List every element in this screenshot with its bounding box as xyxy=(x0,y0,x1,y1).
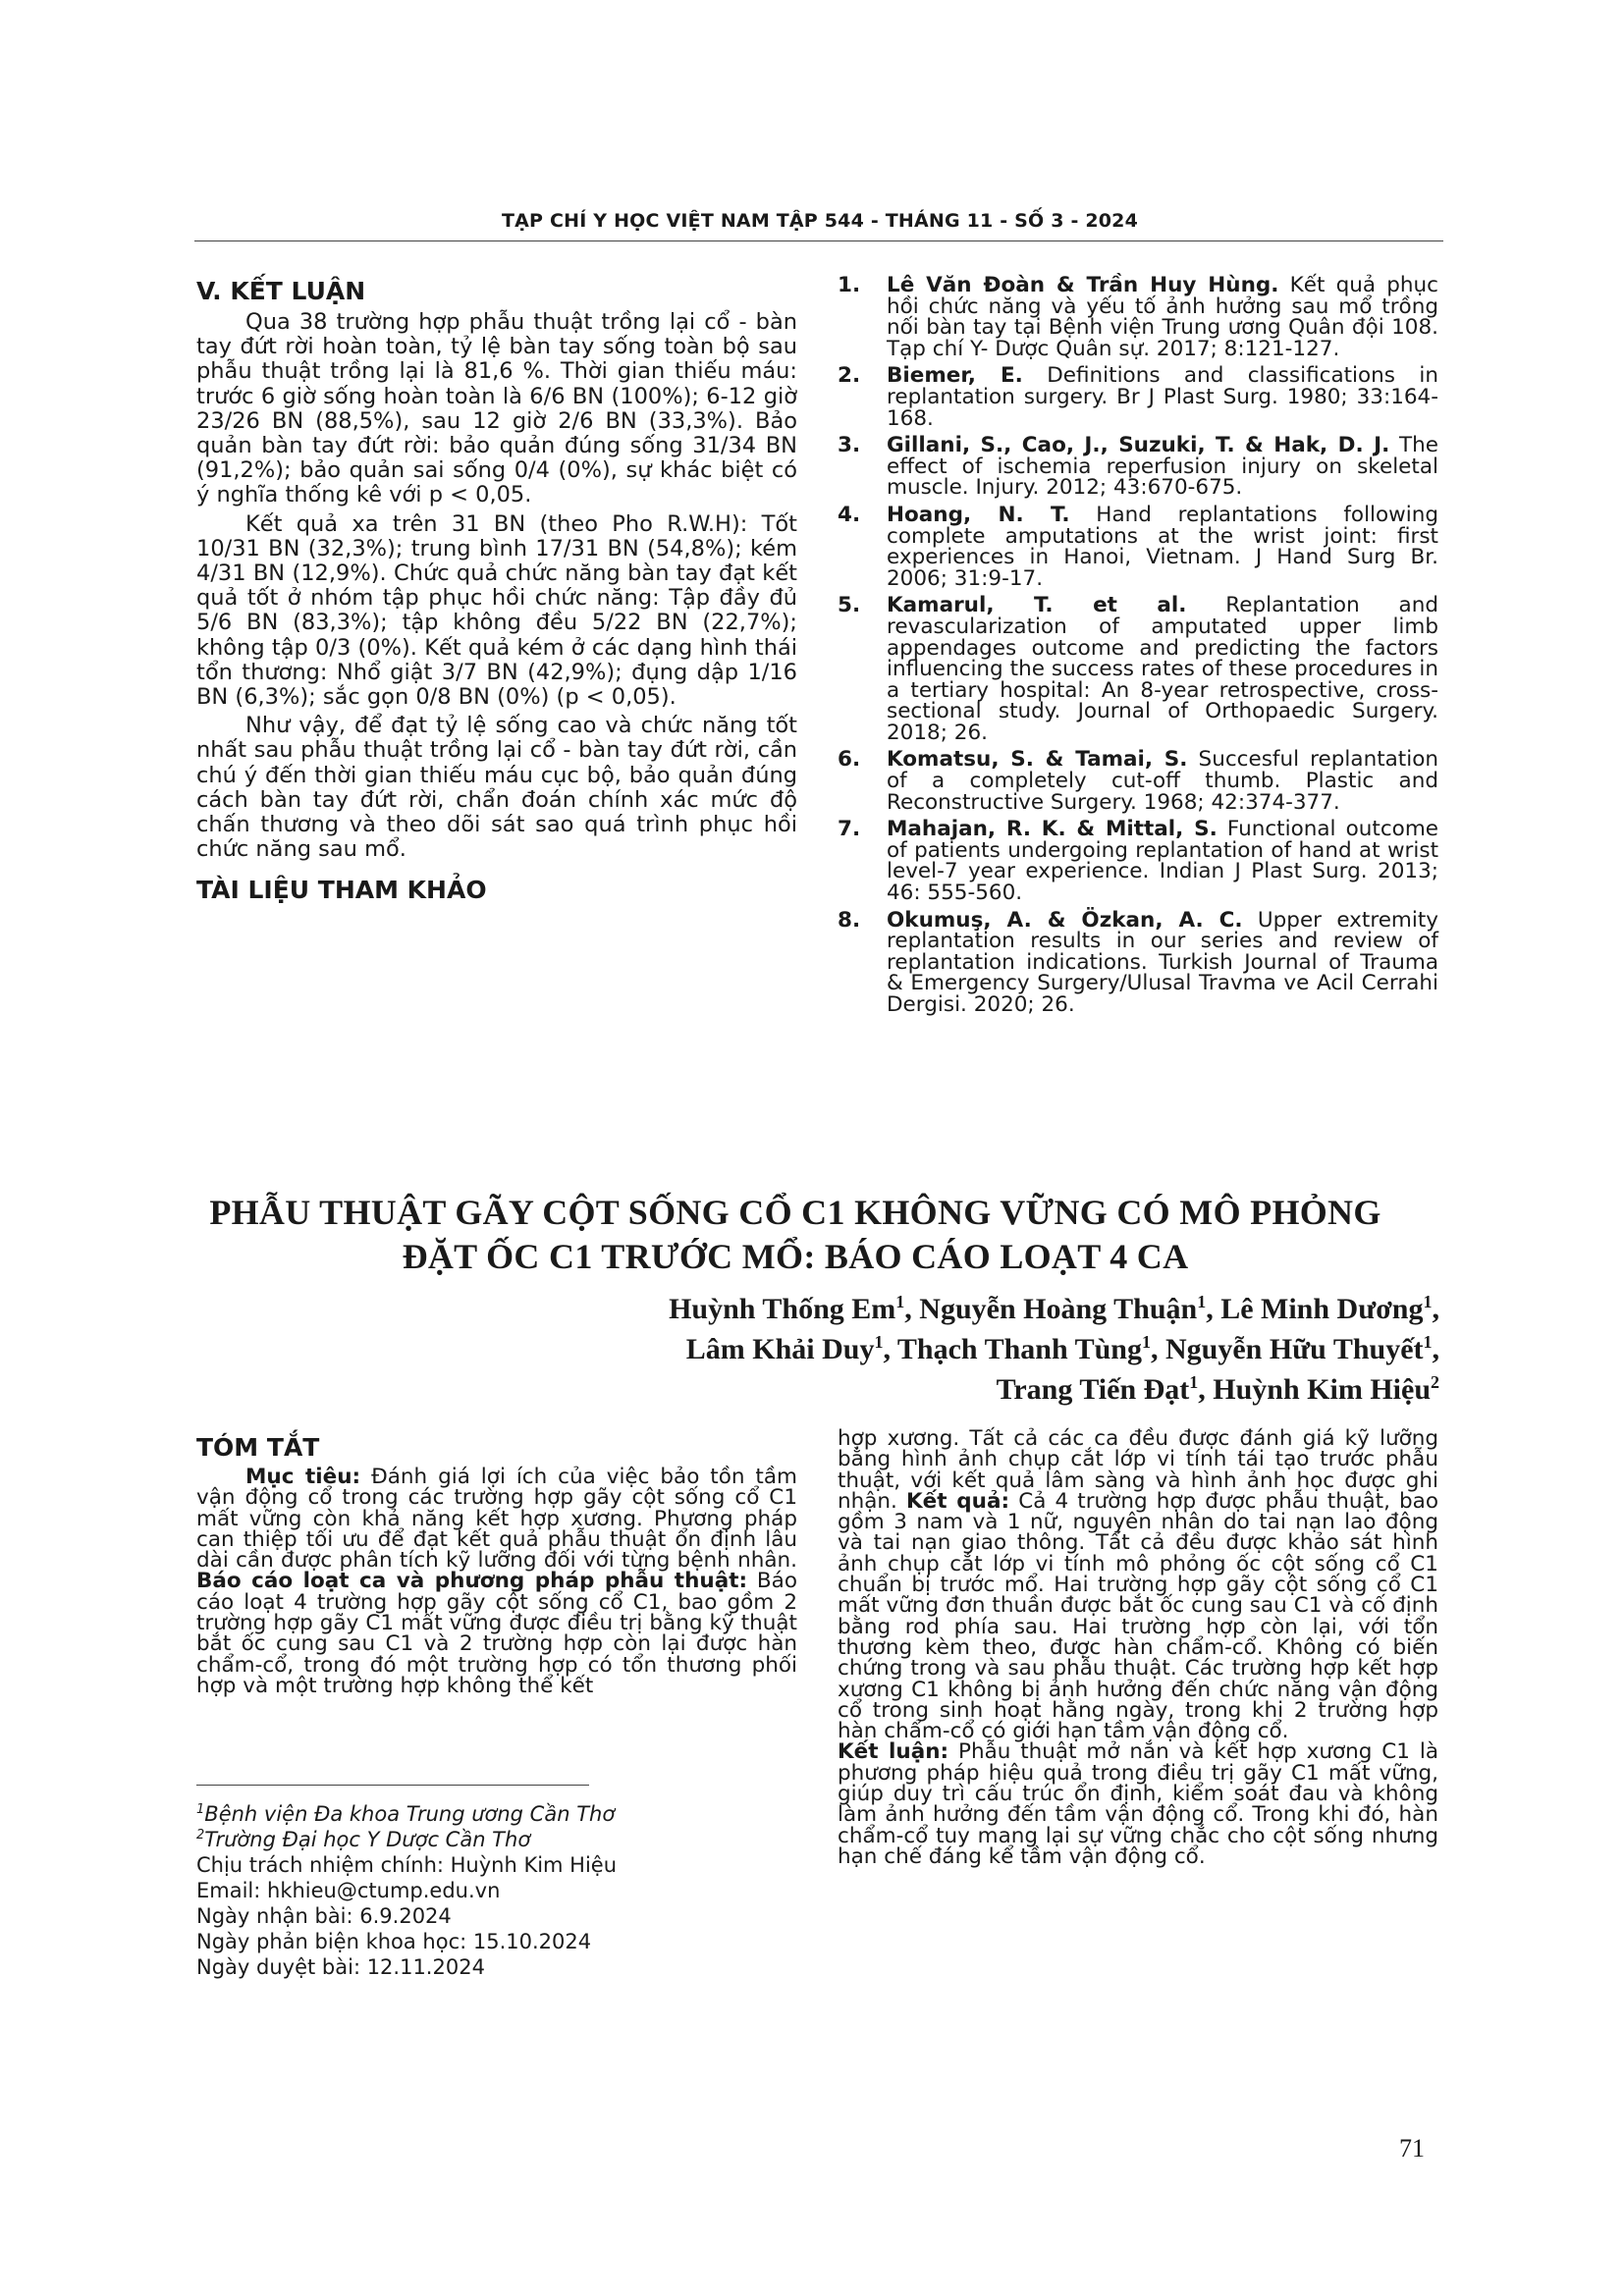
reference-text: Replantation and revascularization of amputated upper limb appendages outcome and predicting the factors influencing the success rates of these procedures in a tertiary hospital: An 8-year retrospective, cross-sectional study. Journal of Orthopaedic Surgery. 2018; 26. xyxy=(887,593,1438,745)
author-affiliation: 1 xyxy=(1423,1292,1433,1311)
author-separator: , xyxy=(1432,1293,1439,1325)
reference-number: 7. xyxy=(838,817,861,842)
aim-label: Mục tiêu: xyxy=(245,1465,361,1489)
conclusion-section xyxy=(196,277,797,905)
reference-number: 4. xyxy=(838,502,861,527)
reference-authors: Hoang, N. T. xyxy=(887,502,1070,527)
conclusion-heading: V. KẾT LUẬN xyxy=(196,277,366,305)
author-affiliation: 1 xyxy=(1189,1372,1199,1392)
reference-text: Kết quả phục hồi chức năng và yếu tố ảnh hưởng sau mổ trồng nối bàn tay tại Bệnh viện Trung ương Quân đội 108. Tạp chí Y- Dược Quân sự. 2017; 8:121-127. xyxy=(887,273,1438,361)
reference-authors: Okumuş, A. & Özkan, A. C. xyxy=(887,907,1243,933)
footnote-reviewed: Ngày phản biện khoa học: 15.10.2024 xyxy=(196,1930,592,1953)
reference-item xyxy=(838,907,1438,1017)
author-name: Huỳnh Thống Em xyxy=(669,1293,896,1325)
footnote-email: Email: hkhieu@ctump.edu.vn xyxy=(196,1879,501,1902)
reference-number: 6. xyxy=(838,747,861,773)
footnote-corresponding: Chịu trách nhiệm chính: Huỳnh Kim Hiệu xyxy=(196,1853,618,1877)
abstract-paragraph-aim-methods xyxy=(196,1467,797,1696)
results-label: Kết quả: xyxy=(906,1488,1010,1514)
reference-number: 5. xyxy=(838,593,861,618)
reference-number: 8. xyxy=(838,907,861,933)
abstract-heading: TÓM TẮT xyxy=(196,1433,320,1462)
article-title-line-2: ĐẶT ỐC C1 TRƯỚC MỔ: BÁO CÁO LOẠT 4 CA xyxy=(402,1237,1189,1276)
author-separator: , xyxy=(904,1293,920,1325)
conclusion-paragraph-1: Qua 38 trường hợp phẫu thuật trồng lại cổ - bàn tay đứt rời hoàn toàn, tỷ lệ bàn tay sống toàn bộ sau phẫu thuật trồng lại là 81,6 %. Thời gian thiếu máu: trước 6 giờ sống hoàn toàn là 6/6 BN (100%); 6-12 giờ 23/26 BN (88,5%), sau 12 giờ 2/6 BN (33,3%). Bảo quản bàn tay đứt rời: bảo quản đúng sống 31/34 BN (91,2%); bảo quản sai sống 0/4 (0%), sự khác biệt có ý nghĩa thống kê với p < 0,05. xyxy=(196,309,797,508)
author-name: Nguyễn Hoàng Thuận xyxy=(919,1293,1198,1325)
reference-text: Definitions and classifications in replantation surgery. Br J Plast Surg. 1980; 33:164-168. xyxy=(887,363,1438,431)
footnote-accepted: Ngày duyệt bài: 12.11.2024 xyxy=(196,1955,485,1979)
footnote-rule xyxy=(196,1785,589,1786)
reference-text: Upper extremity replantation results in our series and review of replantation indications. Turkish Journal of Trauma & Emergency Surgery/Ulusal Travma ve Acil Cerrahi Dergisi. 2020; 26. xyxy=(887,907,1438,1017)
reference-authors: Kamarul, T. et al. xyxy=(887,593,1187,618)
reference-number: 1. xyxy=(838,273,861,297)
reference-authors: Komatsu, S. & Tamai, S. xyxy=(887,747,1188,773)
abstract-paragraph-continued xyxy=(838,1426,1438,1744)
footnote-number: 1 xyxy=(196,1802,205,1817)
reference-number: 2. xyxy=(838,363,861,389)
reference-text: Succesful replantation of a completely cut-off thumb. Plastic and Reconstructive Surgery. 1968; 42:374-377. xyxy=(887,747,1438,815)
conclusion-text: Phẫu thuật mở nắn và kết hợp xương C1 là phương pháp hiệu quả trong điều trị gãy C1 mất vững, giúp duy trì cấu trúc ổn định, kiểm soát đau và không làm ảnh hưởng đến tầm vận động cổ. Trong khi đó, hàn chẩm-cổ tuy mang lại sự vững chắc cho cột sống nhưng hạn chế đáng kể tầm vận động cổ. xyxy=(838,1739,1438,1869)
reference-authors: Mahajan, R. K. & Mittal, S. xyxy=(887,817,1218,842)
reference-item xyxy=(838,749,1438,813)
footnotes xyxy=(196,1801,825,1980)
author-affiliation: 2 xyxy=(1431,1372,1439,1392)
reference-authors: Lê Văn Đoàn & Trần Huy Hùng. xyxy=(887,273,1279,297)
reference-authors: Biemer, E. xyxy=(887,363,1023,389)
abstract-left-column xyxy=(196,1433,797,1696)
journal-header: TẠP CHÍ Y HỌC VIỆT NAM TẬP 544 - THÁNG 11 - SỐ 3 - 2024 xyxy=(501,210,1139,232)
affiliation-text: Trường Đại học Y Dược Cần Thơ xyxy=(204,1828,531,1851)
abstract-right-column xyxy=(838,1428,1438,1867)
author-affiliation: 1 xyxy=(1197,1292,1207,1311)
footnote-received: Ngày nhận bài: 6.9.2024 xyxy=(196,1904,452,1928)
footnote-number: 2 xyxy=(196,1828,205,1842)
methods-text-right: hợp xương. Tất cả các ca đều được đánh giá kỹ lưỡng bằng hình ảnh chụp cắt lớp vi tính tái tạo trước phẫu thuật, với kết quả lâm sàng và hình ảnh học được ghi nhận. xyxy=(838,1426,1438,1514)
reference-item xyxy=(838,595,1438,743)
author-affiliation: 1 xyxy=(895,1292,905,1311)
author-separator: , xyxy=(1198,1373,1214,1406)
methods-text-left: Báo cáo loạt 4 trường hợp gãy cột sống cổ C1, bao gồm 2 trường hợp gãy C1 mất vững được điều trị bằng kỹ thuật bắt ốc cung sau C1 và 2 trường hợp còn lại được hàn chẩm-cổ, trong đó một trường hợp có tổn thương phối hợp và một trường hợp không thể kết xyxy=(196,1569,798,1698)
results-text: Cả 4 trường hợp được phẫu thuật, bao gồm 3 nam và 1 nữ, nguyên nhân do tai nạn lao động và tai nạn giao thông. Tất cả đều được khảo sát hình ảnh chụp cắt lớp vi tính mô phỏng ốc cột sống cổ C1 chuẩn bị trước mổ. Hai trường hợp gãy cột sống cổ C1 mất vững đơn thuần được bắt ốc cung sau C1 và cố định bằng rod phía sau. Hai trường hợp còn lại, với tổn thương kèm theo, được hàn chẩm-cổ. Không có biến chứng trong và sau phẫu thuật. Các trường hợp kết hợp xương C1 không bị ảnh hưởng đến chức năng vận động cổ trong sinh hoạt hằng ngày, trong khi 2 trường hợp hàn chẩm-cổ có giới hạn tầm vận động cổ. xyxy=(838,1488,1438,1744)
conclusion-label: Kết luận: xyxy=(838,1739,949,1765)
references-heading: TÀI LIỆU THAM KHẢO xyxy=(196,876,487,905)
author-name: Lê Minh Dương xyxy=(1220,1293,1424,1325)
reference-item xyxy=(838,502,1438,591)
author-name: Huỳnh Kim Hiệu xyxy=(1213,1373,1431,1406)
reference-item xyxy=(838,365,1438,429)
abstract-paragraph-conclusion xyxy=(838,1741,1438,1867)
aim-text: Đánh giá lợi ích của việc bảo tồn tầm vận động cổ trong các trường hợp gãy cột sống cổ C1 mất vững còn khả năng kết hợp xương. Phương pháp can thiệp tối ưu để đạt kết quả phẫu thuật ổn định lâu dài cần được phân tích kỹ lưỡng đối với từng bệnh nhân. xyxy=(196,1465,797,1574)
author-separator: , xyxy=(1432,1333,1439,1365)
author-affiliation: 1 xyxy=(1423,1332,1433,1352)
affiliation-text: Bệnh viện Đa khoa Trung ương Cần Thơ xyxy=(204,1802,616,1826)
footnote-affiliation-2 xyxy=(196,1827,825,1852)
article-title-line-1: PHẪU THUẬT GÃY CỘT SỐNG CỔ C1 KHÔNG VỮNG CÓ MÔ PHỎNG xyxy=(209,1193,1381,1232)
reference-item xyxy=(838,435,1438,499)
author-affiliation: 1 xyxy=(874,1332,884,1352)
author-name: Thạch Thanh Tùng xyxy=(896,1333,1142,1365)
reference-text: The effect of ischemia reperfusion injury on skeletal muscle. Injury. 2012; 43:670-675. xyxy=(887,433,1438,501)
author-separator: , xyxy=(883,1333,897,1365)
author-name: Trang Tiến Đạt xyxy=(996,1373,1190,1406)
author-list xyxy=(359,1289,1439,1410)
reference-text: Hand replantations following complete amputations at the wrist joint: first experiences in Hanoi, Vietnam. J Hand Surg Br. 2006; 31:9-17. xyxy=(887,502,1438,591)
author-name: Nguyễn Hữu Thuyết xyxy=(1164,1333,1424,1365)
article-title xyxy=(157,1191,1434,1279)
author-affiliation: 1 xyxy=(1141,1332,1151,1352)
footnote-affiliation-1 xyxy=(196,1801,825,1827)
author-name: Lâm Khải Duy xyxy=(685,1333,875,1365)
author-separator: , xyxy=(1206,1293,1221,1325)
reference-item xyxy=(838,275,1438,359)
header-rule xyxy=(194,240,1443,241)
conclusion-paragraph-3: Như vậy, để đạt tỷ lệ sống cao và chức năng tốt nhất sau phẫu thuật trồng lại cổ - bàn tay đứt rời, cần chú ý đến thời gian thiếu máu cục bộ, bảo quản đúng cách bàn tay đứt rời, chẩn đoán chính xác mức độ chấn thương và theo dõi sát sao quá trình phục hồi chức năng sau mổ. xyxy=(196,713,797,863)
author-separator: , xyxy=(1150,1333,1165,1365)
methods-label: Báo cáo loạt ca và phương pháp phẫu thuật: xyxy=(196,1569,748,1594)
page-number: 71 xyxy=(1399,2134,1425,2163)
conclusion-paragraph-2: Kết quả xa trên 31 BN (theo Pho R.W.H): Tốt 10/31 BN (32,3%); trung bình 17/31 BN (54,8%); kém 4/31 BN (12,9%). Chức quả chức năng bàn tay đạt kết quả tốt ở nhóm tập phục hồi chức năng: Tập đầy đủ 5/6 BN (83,3%); tập không đều 5/22 BN (22,7%); không tập 0/3 (0%). Kết quả kém ở các dạng hình thái tổn thương: Nhổ giật 3/7 BN (42,9%); đụng dập 1/16 BN (6,3%); sắc gọn 0/8 BN (0%) (p < 0,05). xyxy=(196,510,797,711)
reference-list xyxy=(838,275,1438,1022)
reference-authors: Gillani, S., Cao, J., Suzuki, T. & Hak, D. J. xyxy=(887,433,1390,458)
reference-item xyxy=(838,817,1439,906)
reference-number: 3. xyxy=(838,433,861,458)
reference-text: Functional outcome of patients undergoing replantation of hand at wrist level-7 year experience. Indian J Plast Surg. 2013; 46: 555-560. xyxy=(887,817,1439,906)
